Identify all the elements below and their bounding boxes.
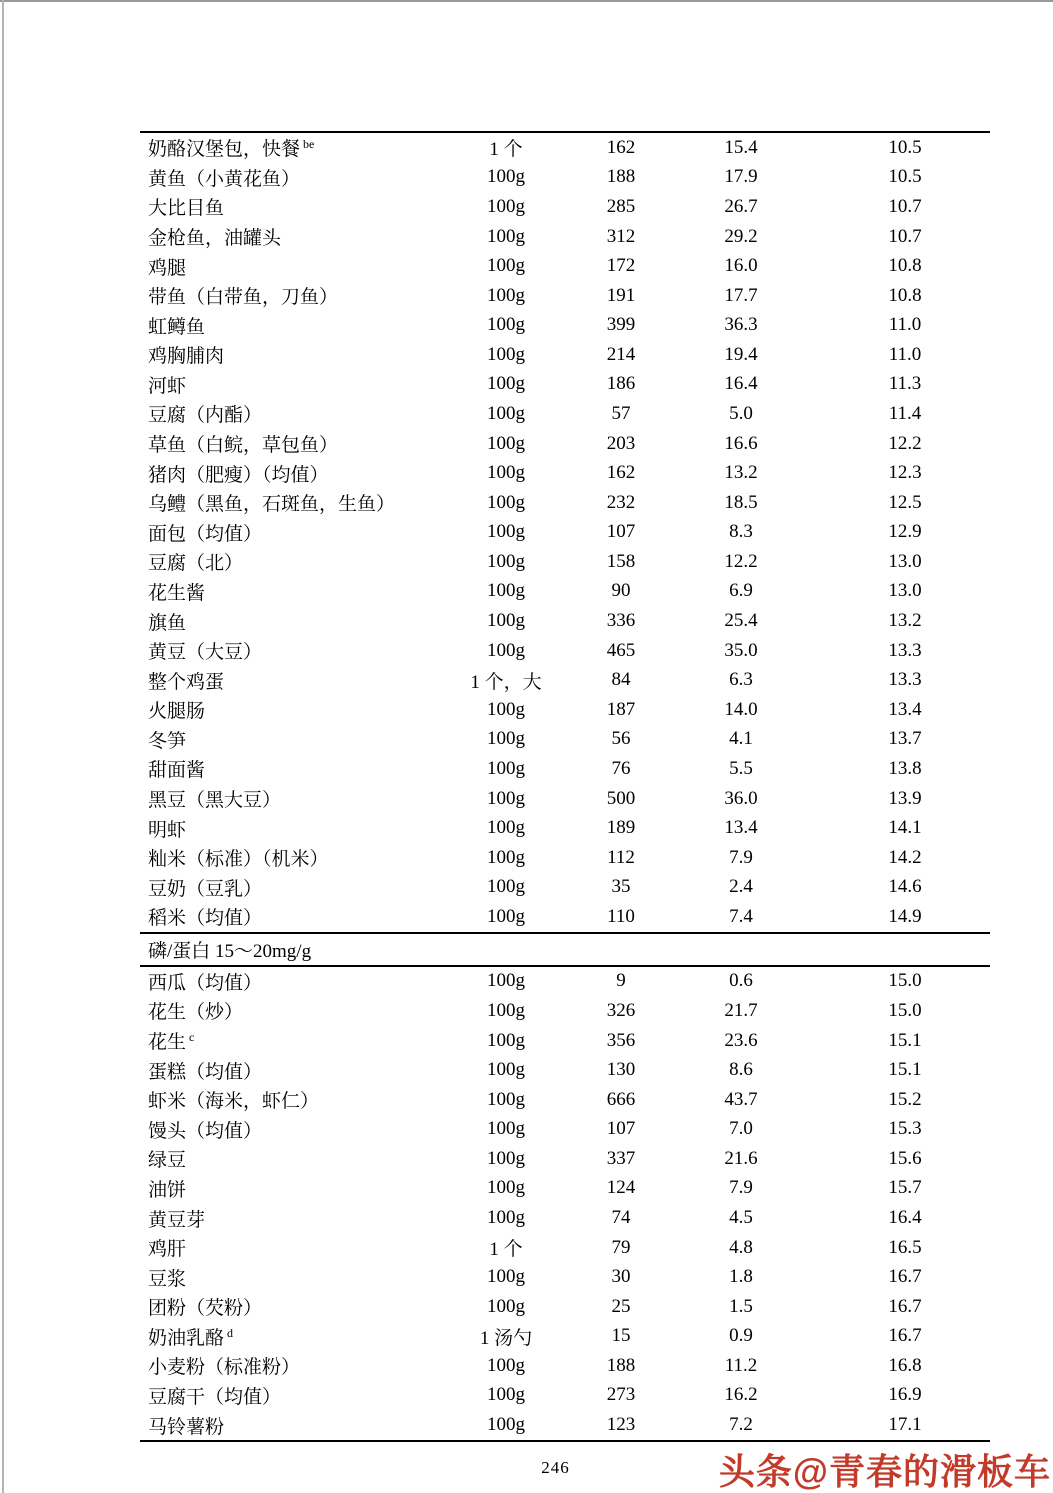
food-name: 豆腐（内酯） [148, 405, 263, 427]
portion-cell: 100g [487, 1088, 525, 1110]
table-row [140, 1381, 990, 1411]
page-number-text: 246 [541, 1458, 570, 1477]
food-name: 豆浆 [148, 1268, 187, 1290]
food-name: 草鱼（白鲩，草包鱼） [148, 435, 339, 457]
value-cell: 162 [606, 136, 636, 158]
value-cell: 10.7 [888, 195, 922, 217]
value-cell: 203 [606, 432, 636, 454]
page-edge-top [0, 0, 1053, 2]
value-cell: 214 [606, 343, 636, 365]
value-cell: 13.2 [888, 610, 922, 632]
portion-cell: 100g [487, 876, 525, 898]
food-name: 绿豆 [148, 1150, 187, 1172]
portion-cell: 100g [487, 1354, 525, 1376]
table-row [140, 1055, 990, 1085]
value-cell: 12.3 [888, 462, 922, 484]
portion-cell: 100g [487, 999, 525, 1021]
portion-cell: 100g [487, 550, 525, 572]
value-cell: 21.6 [724, 1147, 758, 1169]
value-cell: 9 [616, 970, 626, 992]
portion-cell: 100g [487, 225, 525, 247]
value-cell: 312 [606, 225, 636, 247]
portion-cell: 100g [487, 432, 525, 454]
portion-cell: 100g [487, 402, 525, 424]
value-cell: 21.7 [724, 999, 758, 1021]
food-name: 蛋糕（均值） [148, 1061, 263, 1083]
table-row [140, 636, 990, 666]
food-name: 黑豆（黑大豆） [148, 790, 282, 811]
portion-cell: 100g [487, 1384, 525, 1406]
food-name: 明虾 [148, 819, 187, 841]
value-cell: 14.6 [888, 876, 922, 898]
value-cell: 124 [606, 1177, 636, 1199]
value-cell: 11.0 [888, 343, 922, 365]
value-cell: 13.9 [888, 787, 922, 809]
value-cell: 13.4 [888, 698, 922, 720]
portion-cell: 1 个 [489, 139, 523, 161]
value-cell: 336 [606, 610, 636, 632]
value-cell: 13.8 [888, 757, 922, 779]
value-cell: 15.1 [888, 1059, 922, 1081]
food-name: 马铃薯粉 [148, 1416, 225, 1438]
portion-cell: 100g [487, 1207, 525, 1229]
table-row [140, 163, 990, 193]
value-cell: 17.9 [724, 166, 758, 188]
value-cell: 112 [607, 846, 635, 868]
value-cell: 186 [606, 373, 636, 395]
food-name: 油饼 [148, 1179, 187, 1201]
table-row [140, 458, 990, 488]
table-row [140, 1085, 990, 1115]
value-cell: 107 [606, 1118, 636, 1140]
value-cell: 7.9 [729, 1177, 753, 1199]
table-row [140, 1115, 990, 1145]
value-cell: 13.4 [724, 817, 758, 839]
value-cell: 326 [606, 999, 636, 1021]
table-row [140, 547, 990, 577]
value-cell: 5.0 [729, 402, 753, 424]
food-name: 团粉（芡粉） [148, 1298, 263, 1320]
table-row [140, 902, 990, 932]
table-row [140, 967, 990, 997]
portion-cell: 100g [487, 698, 525, 720]
food-name: 虾米（海米，虾仁） [148, 1091, 320, 1113]
value-cell: 25 [611, 1295, 631, 1317]
value-cell: 162 [606, 462, 636, 484]
table-row [140, 1203, 990, 1233]
portion-cell: 100g [487, 1029, 525, 1051]
footnote-marker: d [227, 1325, 234, 1340]
value-cell: 12.5 [888, 491, 922, 513]
food-name: 馒头（均值） [148, 1120, 263, 1142]
value-cell: 30 [611, 1266, 631, 1288]
value-cell: 0.9 [729, 1325, 753, 1347]
table-row [140, 488, 990, 518]
value-cell: 43.7 [724, 1088, 758, 1110]
food-name: 甜面酱 [148, 760, 206, 782]
watermark: 头条@青春的滑板车 [718, 1451, 1051, 1492]
table-row [140, 784, 990, 814]
food-name: 大比目鱼 [148, 198, 225, 220]
food-name: 籼米（标准）（机米） [148, 849, 329, 871]
value-cell: 90 [611, 580, 631, 602]
value-cell: 107 [606, 521, 636, 543]
value-cell: 4.5 [729, 1207, 753, 1229]
portion-cell: 100g [487, 757, 525, 779]
value-cell: 7.2 [729, 1414, 753, 1436]
value-cell: 8.3 [729, 521, 753, 543]
portion-cell: 100g [487, 343, 525, 365]
value-cell: 6.9 [729, 580, 753, 602]
value-cell: 14.2 [888, 846, 922, 868]
table-row [140, 843, 990, 873]
value-cell: 15.6 [888, 1147, 922, 1169]
food-name: 虹鳟鱼 [148, 316, 206, 338]
portion-cell: 100g [487, 255, 525, 277]
food-name: 鸡肝 [148, 1239, 187, 1261]
value-cell: 285 [606, 195, 636, 217]
value-cell: 10.5 [888, 136, 922, 158]
table-row [140, 281, 990, 311]
portion-cell: 1 汤勺 [479, 1327, 533, 1349]
value-cell: 399 [606, 314, 636, 336]
value-cell: 15.2 [888, 1088, 922, 1110]
food-name: 鸡腿 [148, 257, 187, 279]
food-name: 豆腐干（均值） [148, 1386, 282, 1408]
value-cell: 36.3 [724, 314, 758, 336]
portion-cell: 100g [487, 462, 525, 484]
food-name: 花生酱 [148, 582, 206, 604]
value-cell: 15.0 [888, 970, 922, 992]
value-cell: 17.7 [724, 284, 758, 306]
table-row [140, 725, 990, 755]
food-name: 鸡胸脯肉 [148, 346, 225, 368]
value-cell: 356 [606, 1029, 636, 1051]
food-name: 花生 $^c$ [148, 1029, 195, 1054]
food-name: 面包（均值） [148, 523, 263, 545]
value-cell: 7.4 [729, 905, 753, 927]
footnote-marker: be [303, 136, 315, 151]
table-row [140, 518, 990, 548]
value-cell: 14.9 [888, 905, 922, 927]
table-row [140, 1174, 990, 1204]
value-cell: 13.0 [888, 580, 922, 602]
table-row [140, 310, 990, 340]
table-row [140, 1144, 990, 1174]
food-name: 猪肉（肥瘦）（均值） [148, 464, 329, 486]
value-cell: 6.3 [729, 669, 753, 691]
table-row [140, 222, 990, 252]
value-cell: 123 [606, 1414, 636, 1436]
table-row [140, 1410, 990, 1440]
portion-cell: 100g [487, 521, 525, 543]
value-cell: 110 [607, 905, 635, 927]
value-cell: 10.8 [888, 284, 922, 306]
portion-cell: 100g [487, 1118, 525, 1140]
value-cell: 17.1 [888, 1414, 922, 1436]
food-name: 豆奶（豆乳） [148, 878, 263, 900]
value-cell: 11.0 [888, 314, 922, 336]
value-cell: 2.4 [729, 876, 753, 898]
value-cell: 11.4 [888, 402, 922, 424]
table-row [140, 577, 990, 607]
value-cell: 15.4 [724, 136, 758, 158]
table-row [140, 251, 990, 281]
table-row [140, 996, 990, 1026]
value-cell: 1.8 [729, 1266, 753, 1288]
page-edge-left [2, 0, 4, 1493]
portion-cell: 100g [487, 639, 525, 661]
table-row [140, 133, 990, 163]
food-table [140, 131, 990, 1442]
portion-cell: 100g [487, 1147, 525, 1169]
food-name: 奶酪汉堡包，快餐 $^{be}$ [148, 136, 315, 161]
food-name: 小麦粉（标准粉） [148, 1357, 301, 1379]
value-cell: 16.8 [888, 1354, 922, 1376]
value-cell: 158 [606, 550, 636, 572]
value-cell: 337 [606, 1147, 636, 1169]
table-row [140, 606, 990, 636]
value-cell: 188 [606, 1354, 636, 1376]
value-cell: 16.2 [724, 1384, 758, 1406]
value-cell: 13.0 [888, 550, 922, 572]
table-row [140, 872, 990, 902]
food-name: 乌鳢（黑鱼，石斑鱼，生鱼） [148, 494, 396, 516]
portion-cell: 100g [487, 1295, 525, 1317]
food-name: 河虾 [148, 375, 187, 397]
value-cell: 18.5 [724, 491, 758, 513]
table-row [140, 1351, 990, 1381]
portion-cell: 1 个 [489, 1239, 523, 1261]
food-name: 稻米（均值） [148, 908, 263, 930]
value-cell: 13.3 [888, 669, 922, 691]
table-row [140, 1262, 990, 1292]
table-row [140, 429, 990, 459]
portion-cell: 100g [487, 610, 525, 632]
food-name: 带鱼（白带鱼，刀鱼） [148, 287, 339, 309]
food-name: 豆腐（北） [148, 553, 244, 575]
portion-cell: 100g [487, 970, 525, 992]
value-cell: 15.3 [888, 1118, 922, 1140]
portion-cell: 100g [487, 1414, 525, 1436]
value-cell: 232 [606, 491, 636, 513]
value-cell: 29.2 [724, 225, 758, 247]
food-name: 西瓜（均值） [148, 972, 263, 994]
value-cell: 465 [606, 639, 636, 661]
value-cell: 16.4 [888, 1207, 922, 1229]
value-cell: 16.9 [888, 1384, 922, 1406]
value-cell: 130 [606, 1059, 636, 1081]
table-row [140, 813, 990, 843]
table-row [140, 399, 990, 429]
value-cell: 12.2 [888, 432, 922, 454]
portion-cell: 100g [487, 817, 525, 839]
value-cell: 35.0 [724, 639, 758, 661]
portion-cell: 100g [487, 1266, 525, 1288]
value-cell: 14.1 [888, 817, 922, 839]
footnote-marker: c [189, 1029, 195, 1044]
table-row [140, 1322, 990, 1352]
section-header: 磷/蛋白 15～20mg/g [140, 932, 990, 967]
food-name: 冬笋 [148, 730, 187, 752]
value-cell: 14.0 [724, 698, 758, 720]
table-row [140, 754, 990, 784]
value-cell: 35 [611, 876, 631, 898]
value-cell: 7.0 [729, 1118, 753, 1140]
portion-cell: 100g [487, 166, 525, 188]
portion-cell: 100g [487, 1059, 525, 1081]
value-cell: 13.2 [724, 462, 758, 484]
table-row [140, 370, 990, 400]
food-name: 旗鱼 [148, 612, 187, 634]
value-cell: 0.6 [729, 970, 753, 992]
table-row [140, 1026, 990, 1056]
portion-cell: 100g [487, 314, 525, 336]
value-cell: 74 [611, 1207, 631, 1229]
value-cell: 36.0 [724, 787, 758, 809]
value-cell: 10.8 [888, 255, 922, 277]
value-cell: 4.1 [729, 728, 753, 750]
value-cell: 16.0 [724, 255, 758, 277]
value-cell: 15.1 [888, 1029, 922, 1051]
food-name: 整个鸡蛋 [148, 671, 225, 693]
table-row [140, 1233, 990, 1263]
food-name: 黄豆（大豆） [148, 642, 263, 664]
value-cell: 191 [606, 284, 636, 306]
value-cell: 76 [611, 757, 631, 779]
food-name: 黄鱼（小黄花鱼） [148, 168, 301, 190]
food-name: 黄豆芽 [148, 1209, 206, 1231]
portion-cell: 1 个，大 [470, 671, 542, 693]
value-cell: 19.4 [724, 343, 758, 365]
value-cell: 26.7 [724, 195, 758, 217]
table-row [140, 340, 990, 370]
value-cell: 16.7 [888, 1295, 922, 1317]
value-cell: 56 [611, 728, 631, 750]
value-cell: 4.8 [729, 1236, 753, 1258]
value-cell: 500 [606, 787, 636, 809]
value-cell: 10.5 [888, 166, 922, 188]
portion-cell: 100g [487, 787, 525, 809]
value-cell: 11.3 [888, 373, 922, 395]
value-cell: 13.7 [888, 728, 922, 750]
portion-cell: 100g [487, 905, 525, 927]
portion-cell: 100g [487, 373, 525, 395]
value-cell: 16.7 [888, 1325, 922, 1347]
portion-cell: 100g [487, 284, 525, 306]
value-cell: 13.3 [888, 639, 922, 661]
value-cell: 16.5 [888, 1236, 922, 1258]
value-cell: 16.6 [724, 432, 758, 454]
value-cell: 12.2 [724, 550, 758, 572]
food-name: 火腿肠 [148, 701, 206, 723]
value-cell: 10.7 [888, 225, 922, 247]
table-row [140, 1292, 990, 1322]
value-cell: 187 [606, 698, 636, 720]
value-cell: 16.4 [724, 373, 758, 395]
value-cell: 15.7 [888, 1177, 922, 1199]
value-cell: 5.5 [729, 757, 753, 779]
portion-cell: 100g [487, 846, 525, 868]
value-cell: 57 [611, 402, 631, 424]
value-cell: 84 [611, 669, 631, 691]
portion-cell: 100g [487, 1177, 525, 1199]
value-cell: 16.7 [888, 1266, 922, 1288]
value-cell: 188 [606, 166, 636, 188]
value-cell: 11.2 [724, 1354, 758, 1376]
value-cell: 23.6 [724, 1029, 758, 1051]
value-cell: 15 [611, 1325, 631, 1347]
portion-cell: 100g [487, 728, 525, 750]
value-cell: 666 [606, 1088, 636, 1110]
value-cell: 7.9 [729, 846, 753, 868]
value-cell: 15.0 [888, 999, 922, 1021]
value-cell: 273 [606, 1384, 636, 1406]
value-cell: 12.9 [888, 521, 922, 543]
portion-cell: 100g [487, 491, 525, 513]
table-row [140, 192, 990, 222]
value-cell: 8.6 [729, 1059, 753, 1081]
table-row [140, 665, 990, 695]
portion-cell: 100g [487, 195, 525, 217]
value-cell: 25.4 [724, 610, 758, 632]
table-row [140, 695, 990, 725]
value-cell: 172 [606, 255, 636, 277]
value-cell: 79 [611, 1236, 631, 1258]
food-name: 花生（炒） [148, 1002, 244, 1024]
food-name: 奶油乳酪 $^d$ [148, 1325, 234, 1349]
portion-cell: 100g [487, 580, 525, 602]
food-name: 金枪鱼，油罐头 [148, 228, 282, 250]
value-cell: 1.5 [729, 1295, 753, 1317]
value-cell: 189 [606, 817, 636, 839]
